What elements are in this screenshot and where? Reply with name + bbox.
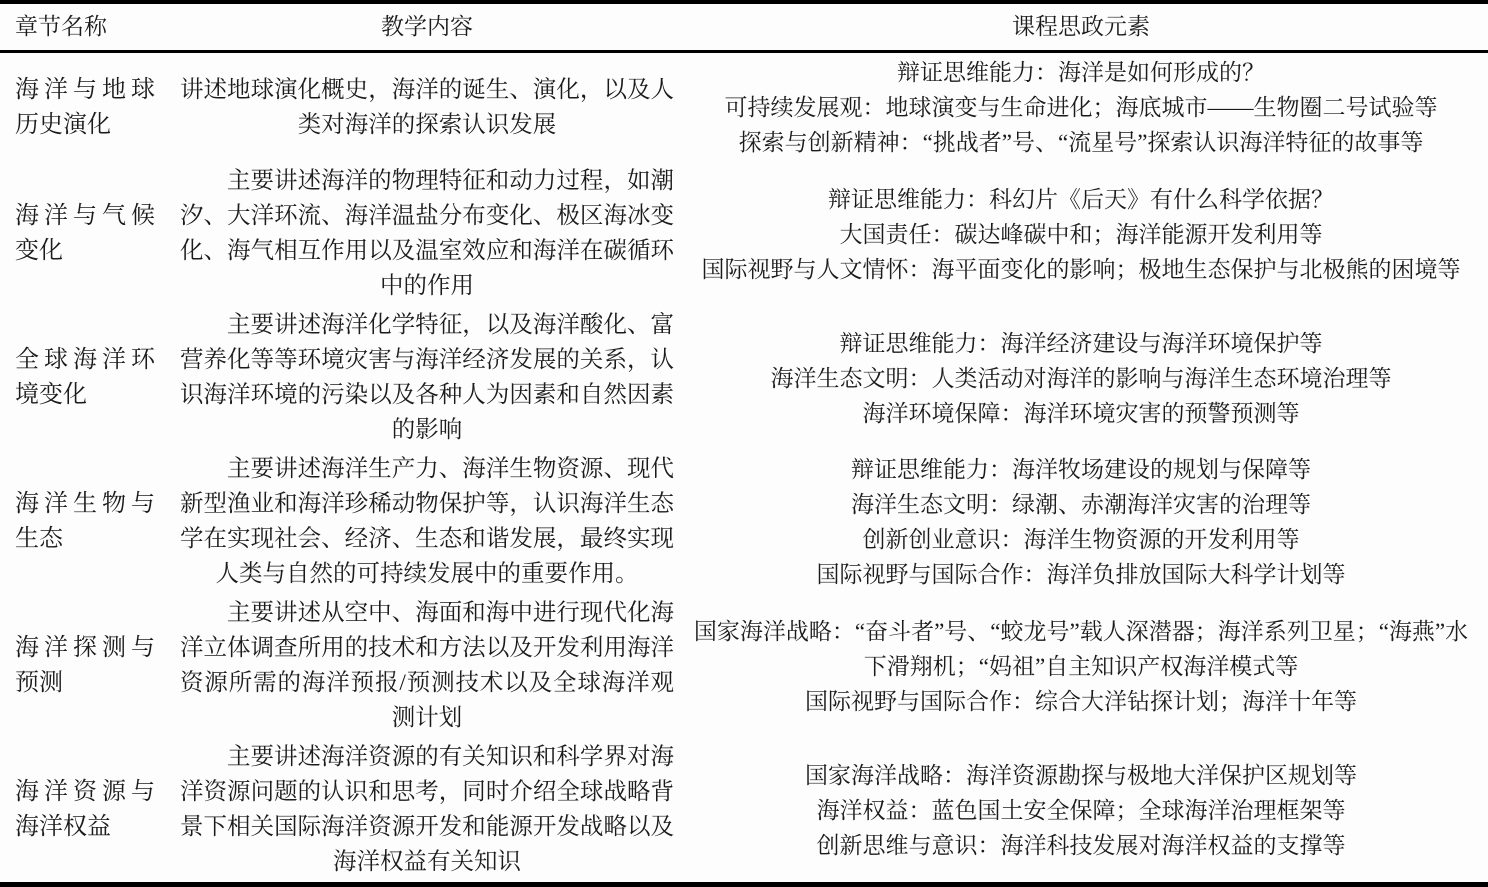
- ideology-elements-cell: [674, 306, 1488, 450]
- ideology-elements-cell: [674, 52, 1488, 163]
- table-body: [0, 52, 1488, 885]
- ideology-elements-cell: [674, 162, 1488, 306]
- column-header-ideology-elements: 课程思政元素: [674, 2, 1488, 52]
- header-row: [0, 2, 1488, 52]
- chapter-name: 海洋生物与生态: [15, 491, 155, 552]
- ideology-element: 海洋生态文明：人类活动对海洋的影响与海洋生态环境治理等: [770, 365, 1392, 391]
- table-row: [0, 162, 1488, 306]
- ideology-element: 可持续发展观：地球演变与生命进化；海底城市——生物圈二号试验等: [724, 95, 1438, 120]
- ideology-element: 创新思维与意识：海洋科技发展对海洋权益的支撑等: [816, 832, 1346, 858]
- ideology-element: 海洋权益：蓝色国土安全保障；全球海洋治理框架等: [816, 797, 1346, 823]
- table-row: [0, 450, 1488, 594]
- teaching-content-cell: [180, 162, 674, 306]
- ideology-element: 辩证思维能力：海洋经济建设与海洋环境保护等: [839, 330, 1323, 356]
- ideology-elements-cell: [674, 450, 1488, 594]
- teaching-content-paragraph: 主要讲述从空中、海面和海中进行现代化海洋立体调查所用的技术和方法以及开发利用海洋资源所需的海洋预报/预测技术以及全球海洋观测计划: [180, 600, 674, 731]
- teaching-content-cell: [180, 594, 674, 738]
- chapter-cell: [0, 306, 180, 450]
- chapter-cell: [0, 594, 180, 738]
- chapter-cell: [0, 52, 180, 163]
- table-row: [0, 594, 1488, 738]
- table-row: [0, 738, 1488, 885]
- table-row: [0, 52, 1488, 163]
- ideology-element: 辩证思维能力：海洋是如何形成的？: [897, 60, 1265, 85]
- chapter-name: 全球海洋环境变化: [15, 347, 155, 408]
- ideology-element: 辩证思维能力：海洋牧场建设的规划与保障等: [851, 457, 1311, 482]
- chapter-cell: [0, 162, 180, 306]
- ideology-element: 探索与创新精神：“挑战者”号、“流星号”探索认识海洋特征的故事等: [738, 130, 1424, 155]
- chapter-name: 海洋与气候变化: [15, 203, 155, 264]
- teaching-content-cell: [180, 52, 674, 163]
- ideology-element: 国际视野与人文情怀：海平面变化的影响；极地生态保护与北极熊的困境等: [701, 256, 1461, 282]
- ideology-element: 国家海洋战略：海洋资源勘探与极地大洋保护区规划等: [805, 762, 1357, 788]
- chapter-cell: [0, 450, 180, 594]
- column-header-chapter: 章节名称: [0, 2, 180, 52]
- teaching-content-paragraph: 主要讲述海洋的物理特征和动力过程，如潮汐、大洋环流、海洋温盐分布变化、极区海冰变化、海气相互作用以及温室效应和海洋在碳循环中的作用: [180, 168, 674, 299]
- teaching-content-paragraph: 主要讲述海洋化学特征，以及海洋酸化、富营养化等等环境灾害与海洋经济发展的关系，认识海洋环境的污染以及各种人为因素和自然因素的影响: [180, 312, 674, 443]
- ideology-elements-cell: [674, 594, 1488, 738]
- teaching-content-paragraph: 讲述地球演化概史，海洋的诞生、演化，以及人类对海洋的探索认识发展: [180, 76, 674, 138]
- teaching-content-cell: [180, 450, 674, 594]
- teaching-content-paragraph: 主要讲述海洋资源的有关知识和科学界对海洋资源问题的认识和思考，同时介绍全球战略背景下相关国际海洋资源开发和能源开发战略以及海洋权益有关知识: [180, 744, 674, 875]
- ideology-element: 国际视野与国际合作：综合大洋钻探计划；海洋十年等: [805, 688, 1357, 714]
- chapter-name: 海洋探测与预测: [15, 635, 155, 696]
- ideology-element: 海洋生态文明：绿潮、赤潮海洋灾害的治理等: [851, 492, 1311, 517]
- ideology-element: 大国责任：碳达峰碳中和；海洋能源开发利用等: [839, 221, 1323, 247]
- chapter-cell: [0, 738, 180, 885]
- table-row: [0, 306, 1488, 450]
- ideology-element: 创新创业意识：海洋生物资源的开发利用等: [862, 527, 1300, 552]
- ideology-element: 国家海洋战略：“奋斗者”号、“蛟龙号”载人深潜器；海洋系列卫星；“海燕”水下滑翔机；“妈祖”自主知识产权海洋模式等: [693, 618, 1469, 679]
- ideology-element: 辩证思维能力：科幻片《后天》有什么科学依据？: [828, 186, 1334, 212]
- ideology-elements-cell: [674, 738, 1488, 885]
- ideology-element: 国际视野与国际合作：海洋负排放国际大科学计划等: [816, 562, 1346, 587]
- ideology-element: 海洋环境保障：海洋环境灾害的预警预测等: [862, 400, 1300, 426]
- teaching-content-paragraph: 主要讲述海洋生产力、海洋生物资源、现代新型渔业和海洋珍稀动物保护等，认识海洋生态学在实现社会、经济、生态和谐发展，最终实现人类与自然的可持续发展中的重要作用。: [180, 456, 674, 587]
- column-header-content: 教学内容: [180, 2, 674, 52]
- chapter-name: 海洋资源与海洋权益: [15, 779, 155, 840]
- chapter-name: 海洋与地球历史演化: [15, 76, 155, 138]
- teaching-content-cell: [180, 738, 674, 885]
- teaching-content-cell: [180, 306, 674, 450]
